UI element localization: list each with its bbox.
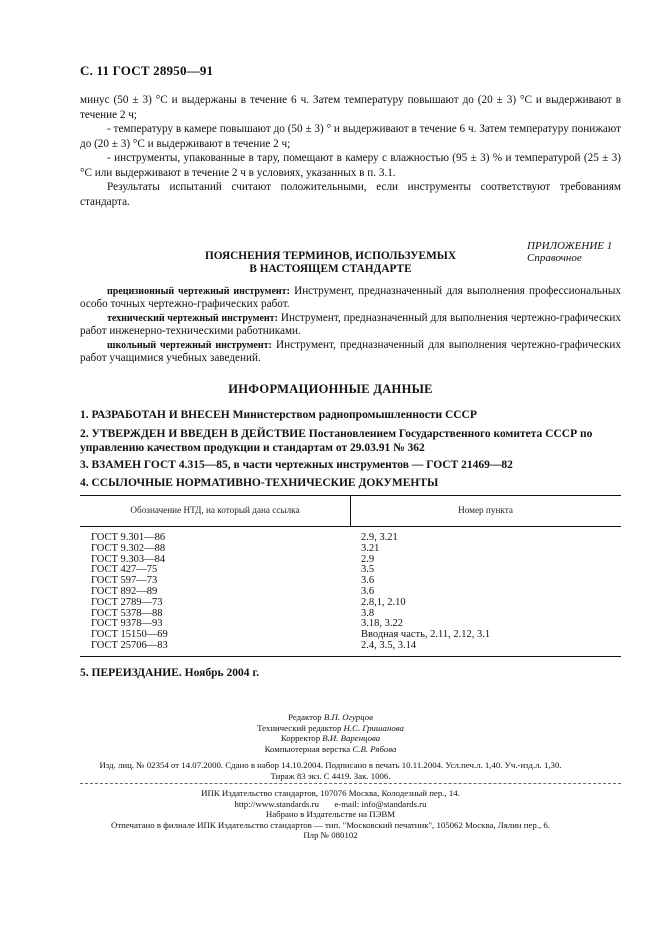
term-entry [80, 285, 621, 311]
credit-name: В.П. Огурцов [323, 712, 373, 722]
imprint-line: Тираж 83 экз. С 4419. Зак. 1006. [270, 770, 391, 781]
imprint-line [0, 799, 661, 810]
table-doc-column [91, 533, 168, 652]
credit-role: Технический редактор [257, 722, 342, 733]
item-number: 5. [80, 667, 89, 679]
email-link[interactable]: e-mail: info@standards.ru [334, 798, 427, 809]
item-number: 1. [80, 409, 89, 421]
terms-title [0, 250, 661, 275]
term-name: технический чертежный инструмент: [107, 313, 278, 324]
publisher-block [0, 788, 661, 841]
term-definition: Инструмент, предназначенный для выполнения профессиональных особо точных чертежно-графических работ. [80, 285, 622, 310]
item-text: Министерством радиопромышленности СССР [232, 409, 477, 421]
table-header-doc: Обозначение НТД, на который дана ссылка [130, 505, 300, 515]
table-cell-clause: 3.5 [361, 564, 375, 576]
table-cell-clause: 3.6 [361, 585, 375, 597]
table-cell-clause: 3.21 [361, 542, 380, 554]
term-name: прецизионный чертежный инструмент: [107, 286, 290, 297]
term-definition: Инструмент, предназначенный для выполнения чертежно-графических работ учащимися учебных заведений. [80, 339, 621, 364]
table-cell-clause: 2.9 [361, 553, 375, 565]
credit-name: Н.С. Гришанова [343, 722, 404, 733]
table-cell-doc: ГОСТ 9.301—86 [91, 532, 166, 543]
publishing-info [0, 760, 661, 781]
appendix-type: Справочное [527, 252, 582, 264]
table-cell-doc: ГОСТ 2789—73 [91, 596, 163, 608]
info-item-2 [80, 427, 620, 455]
info-item-4 [80, 476, 620, 490]
table-cell-clause: Вводная часть, 2.11, 2.12, 3.1 [361, 629, 491, 641]
credit-role: Компьютерная верстка [264, 743, 351, 754]
imprint-line: Плр № 080102 [303, 830, 358, 840]
table-cell-clause: 2.9, 3.21 [361, 532, 398, 543]
item-text: в части чертежных инструментов — ГОСТ 21469—82 [233, 459, 513, 471]
table-cell-doc: ГОСТ 9.302—88 [91, 542, 166, 554]
page-header: С. 11 ГОСТ 28950—91 [80, 63, 214, 78]
table-cell-clause: 2.8,1, 2.10 [361, 596, 406, 608]
term-definition: Инструмент, предназначенный для выполнения чертежно-графических работ инженерно-техническими работниками. [80, 312, 621, 337]
imprint-line: Отпечатано в филиале ИПК Издательство стандартов — тип. "Московский печатник", 105062 Москва, Лялин пер., 6. [110, 819, 551, 830]
table-bottom-border [80, 656, 621, 657]
info-item-5 [80, 666, 620, 680]
item-number: 3. [80, 459, 89, 471]
credit-line [0, 712, 661, 723]
imprint-line: Изд. лиц. № 02354 от 14.07.2000. Сдано в набор 14.10.2004. Подписано в печать 10.11.2004. Усл.печ.л. 1,40. Уч.-изд.л. 1,30. [99, 760, 562, 770]
paragraph: - инструменты, упакованные в тару, помещают в камеру с влажностью (95 ± 3) % и температурой (25 ± 3) °С или выдерживают в течение 2 ч в условиях, указанных в п. 3.1. [80, 152, 621, 179]
item-heading: ВЗАМЕН ГОСТ 4.315—85, [91, 459, 231, 471]
item-heading: УТВЕРЖДЕН И ВВЕДЕН В ДЕЙСТВИЕ [91, 428, 306, 440]
table-cell-clause: 3.6 [361, 575, 375, 587]
item-text: Ноябрь 2004 г. [184, 667, 260, 679]
table-cell-clause: 2.4, 3.5, 3.14 [361, 639, 417, 651]
item-heading: ССЫЛОЧНЫЕ НОРМАТИВНО-ТЕХНИЧЕСКИЕ ДОКУМЕНТЫ [91, 477, 439, 489]
paragraph: - температуру в камере повышают до (50 ± 3) ° и выдерживают в течение 6 ч. Затем температуру понижают до (20 ± 3) °С и выдерживают в течение 2 ч; [80, 123, 621, 150]
terms-list [80, 285, 621, 365]
paragraph: Результаты испытаний считают положительными, если инструменты соответствуют требованиям стандарта. [80, 181, 621, 208]
terms-title-line: В НАСТОЯЩЕМ СТАНДАРТЕ [249, 262, 412, 275]
table-header-border [80, 526, 621, 527]
credit-role: Корректор [280, 733, 321, 743]
credit-line [0, 733, 661, 744]
term-entry [80, 339, 621, 365]
credit-line [0, 723, 661, 734]
item-heading: ПЕРЕИЗДАНИЕ. [91, 667, 182, 679]
credit-role: Редактор [288, 712, 322, 722]
appendix-number: ПРИЛОЖЕНИЕ 1 [527, 240, 613, 252]
table-cell-doc: ГОСТ 5378—88 [91, 607, 163, 619]
table-cell-doc: ГОСТ 15150—69 [91, 629, 168, 641]
table-cell-clause: 3.18, 3.22 [361, 618, 403, 630]
paragraph: минус (50 ± 3) °С и выдержаны в течение 6 ч. Затем температуру повышают до (20 ± 3) °С и выдерживают в течение 2 ч; [80, 94, 621, 121]
item-number: 2. [80, 428, 89, 440]
terms-title-line: ПОЯСНЕНИЯ ТЕРМИНОВ, ИСПОЛЬЗУЕМЫХ [204, 250, 456, 262]
credits [0, 712, 661, 754]
credit-name: С.В. Рябова [352, 743, 397, 754]
term-name: школьный чертежный инструмент: [107, 340, 272, 351]
item-text: Постановлением Государственного комитета СССР по управлению качеством продукции и стандартам от 29.03.91 № 362 [80, 428, 593, 454]
table-cell-doc: ГОСТ 9378—93 [91, 618, 163, 630]
term-entry [80, 312, 621, 338]
credit-line [0, 744, 661, 755]
imprint-line: Набрано в Издательстве на ПЭВМ [265, 809, 396, 819]
table-cell-doc: ГОСТ 427—75 [91, 564, 158, 576]
item-number: 4. [80, 477, 89, 489]
table-header-clause: Номер пункта [458, 505, 513, 515]
table-cell-doc: ГОСТ 9.303—84 [91, 553, 166, 565]
website-link[interactable]: http://www.standards.ru [234, 798, 319, 809]
table-cell-doc: ГОСТ 25706—83 [91, 639, 168, 651]
info-item-3 [80, 458, 620, 472]
info-item-1 [80, 408, 620, 422]
table-clause-column [361, 533, 490, 652]
table-cell-clause: 3.8 [361, 607, 375, 619]
imprint-line: ИПК Издательство стандартов, 107076 Москва, Колодезный пер., 14. [201, 788, 460, 798]
separator-line [80, 783, 621, 784]
credit-name: В.И. Варенцова [322, 733, 381, 743]
item-heading: РАЗРАБОТАН И ВНЕСЕН [91, 409, 230, 421]
info-title: ИНФОРМАЦИОННЫЕ ДАННЫЕ [228, 382, 433, 396]
continuation-text [80, 93, 621, 209]
table-cell-doc: ГОСТ 892—89 [91, 585, 158, 597]
table-cell-doc: ГОСТ 597—73 [91, 575, 158, 587]
